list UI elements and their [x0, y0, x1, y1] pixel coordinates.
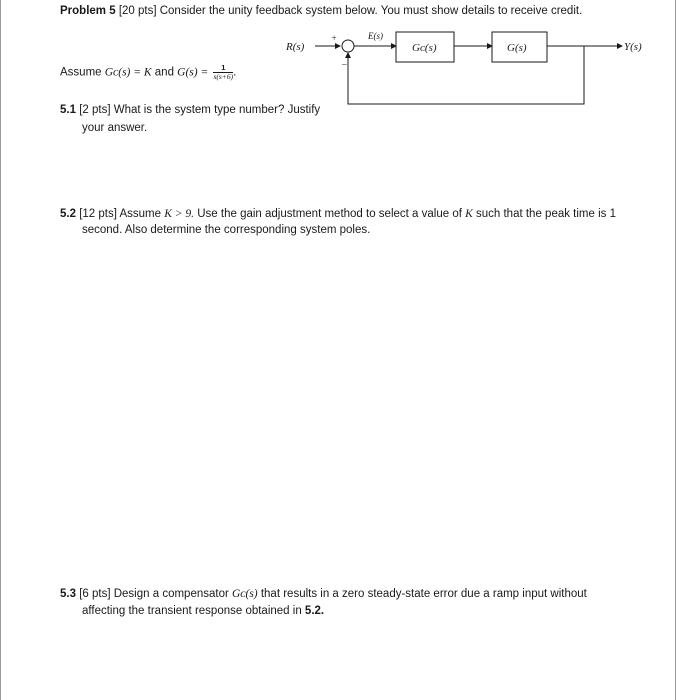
q2-condition: K > 9.: [164, 208, 195, 220]
q3-reference: 5.2.: [304, 605, 325, 617]
summing-junction: [342, 40, 354, 52]
error-label: E(s): [368, 31, 383, 41]
question-5-2-line1: [60, 206, 616, 222]
q2-number: 5.2: [60, 208, 76, 220]
q3-text-a: Design a compensator: [113, 588, 229, 600]
assume-prefix: Assume: [60, 66, 102, 79]
q1-number: 5.1: [60, 104, 76, 116]
controller-label: Gᴄ(s): [412, 42, 437, 54]
question-5-1-line1: [60, 102, 320, 118]
q2-text-b: Use the gain adjustment method to select a value of: [197, 208, 462, 220]
assume-period: .: [233, 66, 237, 79]
q2-text-a: Assume: [119, 208, 162, 220]
q2-points: [12 pts]: [79, 208, 117, 220]
problem-points: [20 pts]: [118, 5, 157, 17]
q2-k: K: [465, 208, 473, 220]
problem-intro: Consider the unity feedback system below. You must show details to receive credit.: [159, 5, 583, 17]
q1-points: [2 pts]: [79, 104, 111, 116]
q3-number: 5.3: [60, 588, 76, 600]
input-label: R(s): [286, 41, 305, 53]
output-label: Y(s): [624, 41, 642, 53]
problem-heading: Problem 5: [60, 5, 116, 17]
question-5-2-line2: second. Also determine the corresponding system poles.: [82, 224, 371, 236]
feedback-path: [348, 46, 584, 104]
plant-label: G(s): [507, 42, 527, 54]
q3-gc: Gᴄ(s): [232, 588, 258, 600]
q1-text: What is the system type number? Justify: [113, 104, 321, 116]
question-5-3-line2: [82, 603, 324, 619]
fraction-denominator: s(s+6): [213, 72, 234, 81]
fraction-numerator: 1: [213, 64, 233, 73]
q3-line2-text: affecting the transient response obtained in: [82, 605, 302, 617]
question-5-1-line2: your answer.: [82, 122, 148, 134]
question-5-3-line1: [60, 586, 587, 602]
g-expression: G(s) =: [177, 66, 209, 79]
gc-expression: Gᴄ(s) = K: [104, 66, 152, 79]
q3-text-b: that results in a zero steady-state error due a ramp input without: [260, 588, 587, 600]
transfer-fraction: [213, 64, 233, 81]
assume-statement: [60, 64, 236, 81]
q3-points: [6 pts]: [79, 588, 111, 600]
q2-text-c: such that the peak time is 1: [476, 208, 616, 220]
assume-and: and: [154, 66, 174, 79]
plus-sign: +: [331, 33, 338, 43]
minus-sign: −: [341, 60, 348, 71]
